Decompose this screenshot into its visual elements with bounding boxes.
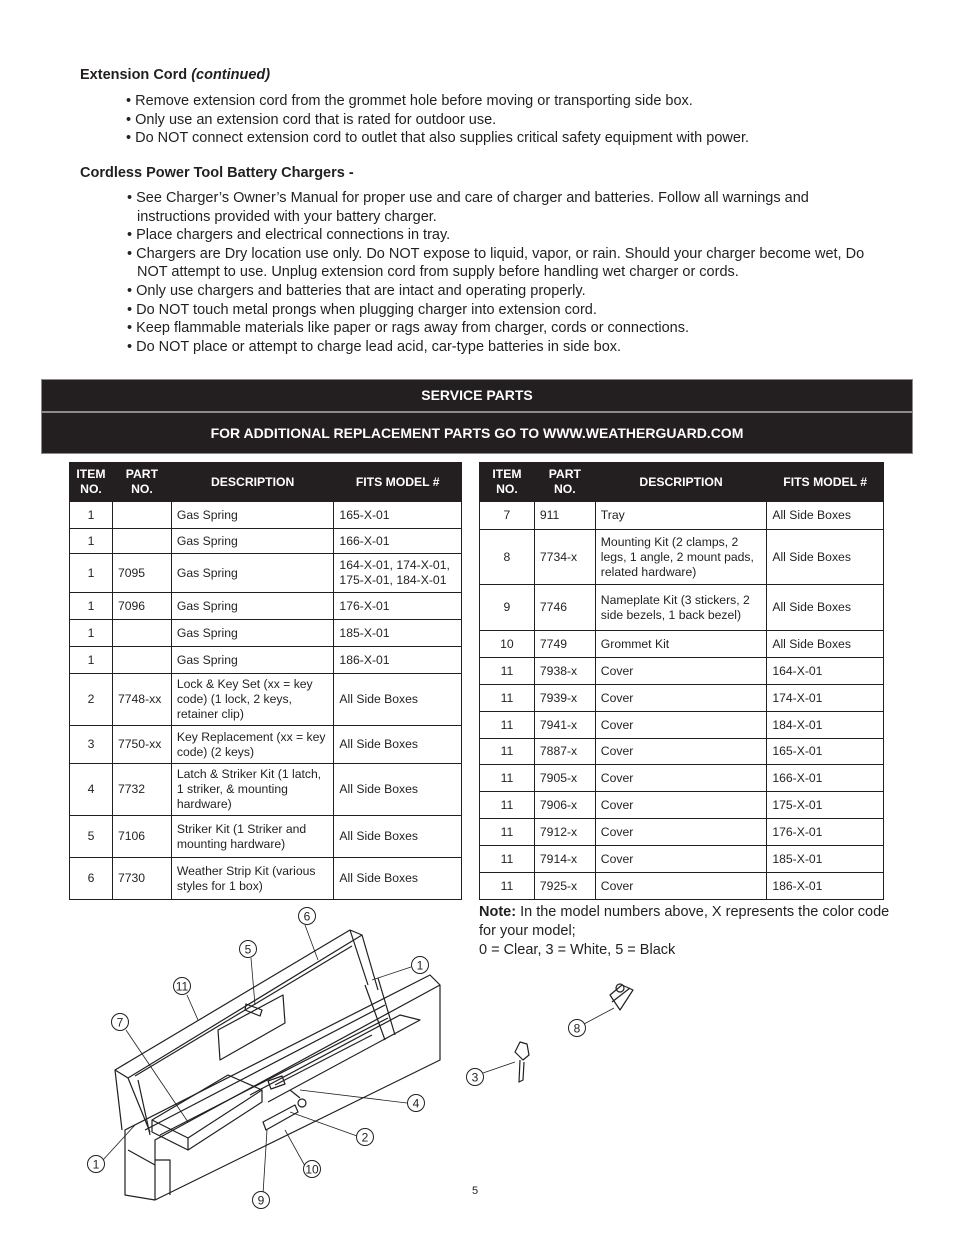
cell-part: 7905-x [534, 765, 595, 792]
cell-item: 5 [70, 816, 113, 858]
cell-item: 11 [480, 765, 535, 792]
svg-text:1: 1 [92, 1157, 100, 1172]
cell-fits: All Side Boxes [767, 631, 884, 658]
callout-6 [299, 908, 316, 925]
callout-1-lower [88, 1156, 105, 1173]
note-color-codes: 0 = Clear, 3 = White, 5 = Black [479, 942, 676, 958]
list-item: • Do NOT connect extension cord to outlet that also supplies critical safety equipment with power. [126, 129, 886, 148]
note-label: Note: [479, 904, 517, 920]
cell-item: 11 [480, 846, 535, 873]
cell-fits: 176-X-01 [767, 819, 884, 846]
cell-fits: All Side Boxes [334, 674, 462, 726]
list-item: • Chargers are Dry location use only. Do NOT expose to liquid, vapor, or rain. Should your charger become wet, Do NOT attempt to use. Unplug extension cord from supply before handling wet charger or cords. [127, 245, 877, 282]
cell-item: 11 [480, 873, 535, 900]
svg-text:3: 3 [471, 1070, 479, 1085]
note-text: In the model numbers above, X represents the color code for your model; [479, 904, 890, 939]
cell-part: 7906-x [534, 792, 595, 819]
cell-item: 1 [70, 554, 113, 593]
cell-item: 11 [480, 712, 535, 739]
cell-description: Key Replacement (xx = key code) (2 keys) [171, 726, 334, 764]
cell-fits: 186-X-01 [334, 647, 462, 674]
cell-description: Nameplate Kit (3 stickers, 2 side bezels, 1 back bezel) [595, 585, 767, 631]
cell-description: Lock & Key Set (xx = key code) (1 lock, 2 keys, retainer clip) [171, 674, 334, 726]
cell-item: 2 [70, 674, 113, 726]
svg-text:1: 1 [416, 958, 424, 973]
callout-2 [357, 1129, 374, 1146]
column-header-part: PART NO. [112, 463, 171, 502]
cell-part: 7750-xx [112, 726, 171, 764]
cell-description: Latch & Striker Kit (1 latch, 1 striker, & mounting hardware) [171, 764, 334, 816]
cell-part: 7096 [112, 593, 171, 620]
cell-part: 7887-x [534, 739, 595, 765]
column-header-item: ITEM NO. [480, 463, 535, 502]
cell-fits: 165-X-01 [767, 739, 884, 765]
column-header-fits: FITS MODEL # [767, 463, 884, 502]
cell-part: 7748-xx [112, 674, 171, 726]
callout-10 [304, 1161, 321, 1178]
cell-fits: 186-X-01 [767, 873, 884, 900]
cell-item: 11 [480, 658, 535, 685]
svg-text:7: 7 [116, 1015, 124, 1030]
cell-fits: 166-X-01 [334, 529, 462, 554]
svg-text:11: 11 [175, 979, 189, 994]
cell-fits: All Side Boxes [334, 726, 462, 764]
cell-item: 10 [480, 631, 535, 658]
svg-text:5: 5 [244, 942, 252, 957]
cell-fits: All Side Boxes [767, 530, 884, 585]
list-item: • Keep flammable materials like paper or rags away from charger, cords or connections. [127, 319, 877, 338]
cell-fits: 184-X-01 [767, 712, 884, 739]
cell-part: 7734-x [534, 530, 595, 585]
cell-part: 7730 [112, 858, 171, 900]
callout-8 [569, 1020, 586, 1037]
cell-item: 1 [70, 620, 113, 647]
cell-item: 11 [480, 739, 535, 765]
list-item: • Only use an extension cord that is rated for outdoor use. [126, 111, 886, 130]
cell-description: Weather Strip Kit (various styles for 1 box) [171, 858, 334, 900]
cell-part: 7938-x [534, 658, 595, 685]
callout-group [88, 908, 586, 1209]
cell-fits: 176-X-01 [334, 593, 462, 620]
cell-description: Cover [595, 819, 767, 846]
cell-description: Gas Spring [171, 620, 334, 647]
cell-part: 7106 [112, 816, 171, 858]
cell-item: 1 [70, 647, 113, 674]
heading-suffix: (continued) [191, 67, 271, 83]
cell-fits: All Side Boxes [334, 764, 462, 816]
callout-4 [408, 1095, 425, 1112]
heading-text: Extension Cord [80, 67, 188, 83]
cell-fits: 185-X-01 [767, 846, 884, 873]
cell-part: 7939-x [534, 685, 595, 712]
cell-description: Gas Spring [171, 529, 334, 554]
cell-item: 1 [70, 529, 113, 554]
page-number: 5 [472, 1185, 479, 1197]
cell-fits: 185-X-01 [334, 620, 462, 647]
cell-item: 4 [70, 764, 113, 816]
cell-description: Cover [595, 712, 767, 739]
cell-description: Tray [595, 502, 767, 530]
cell-description: Gas Spring [171, 554, 334, 593]
cell-part: 7925-x [534, 873, 595, 900]
battery-chargers-heading: Cordless Power Tool Battery Chargers - [80, 165, 354, 181]
cell-part: 7914-x [534, 846, 595, 873]
cell-fits: All Side Boxes [334, 858, 462, 900]
cell-description: Cover [595, 685, 767, 712]
cell-item: 11 [480, 819, 535, 846]
svg-text:9: 9 [257, 1193, 265, 1208]
cell-item: 7 [480, 502, 535, 530]
cell-item: 11 [480, 685, 535, 712]
cell-description: Gas Spring [171, 647, 334, 674]
svg-text:4: 4 [412, 1096, 420, 1111]
callout-1-upper [412, 957, 429, 974]
cell-description: Mounting Kit (2 clamps, 2 legs, 1 angle, 2 mount pads, related hardware) [595, 530, 767, 585]
column-header-fits: FITS MODEL # [334, 463, 462, 502]
svg-text:10: 10 [305, 1162, 319, 1177]
cell-part: 911 [534, 502, 595, 530]
cell-description: Cover [595, 846, 767, 873]
replacement-parts-text: FOR ADDITIONAL REPLACEMENT PARTS GO TO WWW.WEATHERGUARD.COM [210, 425, 744, 441]
svg-text:6: 6 [303, 909, 311, 924]
cell-item: 8 [480, 530, 535, 585]
cell-item: 3 [70, 726, 113, 764]
cell-item: 1 [70, 593, 113, 620]
cell-part: 7732 [112, 764, 171, 816]
cell-part: 7095 [112, 554, 171, 593]
callout-5 [240, 941, 257, 958]
cell-fits: 164-X-01, 174-X-01, 175-X-01, 184-X-01 [334, 554, 462, 593]
cell-part: 7912-x [534, 819, 595, 846]
leader-lines [103, 925, 614, 1194]
list-item: • Place chargers and electrical connections in tray. [127, 226, 877, 245]
cell-fits: 164-X-01 [767, 658, 884, 685]
callout-3 [467, 1069, 484, 1086]
svg-text:2: 2 [361, 1130, 369, 1145]
callout-11 [174, 978, 191, 995]
list-item: • Only use chargers and batteries that are intact and operating properly. [127, 282, 877, 301]
column-header-item: ITEM NO. [70, 463, 113, 502]
cell-fits: 174-X-01 [767, 685, 884, 712]
list-item: • See Charger’s Owner’s Manual for proper use and care of charger and batteries. Follow all warnings and instructions provided with your battery charger. [127, 189, 877, 226]
cell-fits: 166-X-01 [767, 765, 884, 792]
cell-item: 11 [480, 792, 535, 819]
cell-description: Gas Spring [171, 502, 334, 529]
cell-fits: 165-X-01 [334, 502, 462, 529]
side-box-drawing [115, 930, 633, 1200]
callout-7 [112, 1014, 129, 1031]
cell-description: Cover [595, 765, 767, 792]
column-header-description: DESCRIPTION [171, 463, 334, 502]
cell-item: 1 [70, 502, 113, 529]
cell-item: 9 [480, 585, 535, 631]
cell-description: Gas Spring [171, 593, 334, 620]
callout-9 [253, 1192, 270, 1209]
cell-part: 7941-x [534, 712, 595, 739]
svg-text:8: 8 [573, 1021, 581, 1036]
cell-item: 6 [70, 858, 113, 900]
cell-part: 7749 [534, 631, 595, 658]
cell-description: Cover [595, 739, 767, 765]
cell-description: Grommet Kit [595, 631, 767, 658]
cell-fits: 175-X-01 [767, 792, 884, 819]
cell-fits: All Side Boxes [334, 816, 462, 858]
service-parts-title-text: SERVICE PARTS [421, 387, 533, 403]
cell-fits: All Side Boxes [767, 585, 884, 631]
cell-description: Cover [595, 873, 767, 900]
list-item: • Do NOT place or attempt to charge lead acid, car-type batteries in side box. [127, 338, 877, 357]
cell-part: 7746 [534, 585, 595, 631]
column-header-part: PART NO. [534, 463, 595, 502]
column-header-description: DESCRIPTION [595, 463, 767, 502]
cell-description: Cover [595, 658, 767, 685]
list-item: • Remove extension cord from the grommet hole before moving or transporting side box. [126, 92, 886, 111]
cell-fits: All Side Boxes [767, 502, 884, 530]
cell-description: Striker Kit (1 Striker and mounting hardware) [171, 816, 334, 858]
cell-description: Cover [595, 792, 767, 819]
list-item: • Do NOT touch metal prongs when plugging charger into extension cord. [127, 301, 877, 320]
